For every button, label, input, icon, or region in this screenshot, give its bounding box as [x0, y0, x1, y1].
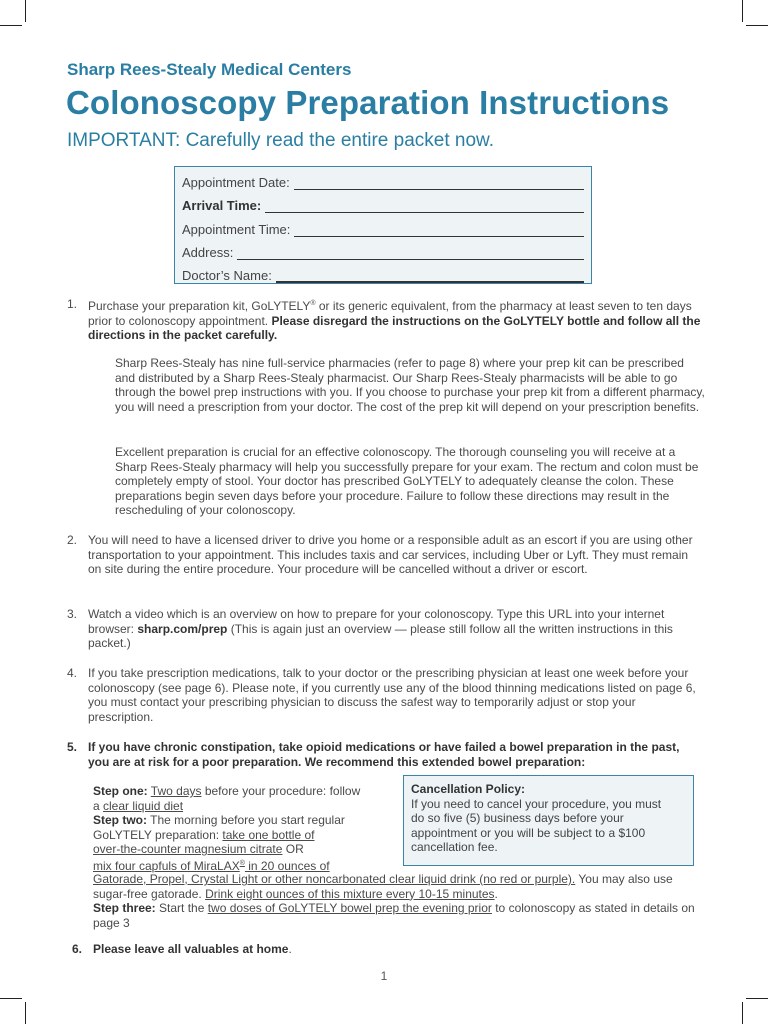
item-text-part: (This is again just an overview — please still follow all the written instructions in this packet.) [88, 621, 673, 651]
page-title: Colonoscopy Preparation Instructions [66, 84, 670, 121]
item-text-part: Purchase your preparation kit, GoLYTELY [88, 299, 311, 313]
appointment-time-label: Appointment Time: [182, 222, 291, 237]
item-text: You will need to have a licensed driver to drive you home or a responsible adult as an escort if you are using other transportation to your appointment. This includes taxis and car services, including Uber or Lyft. They must remain on site during the entire procedure. Your procedure will be cancelled without a driver or escort. [88, 533, 693, 577]
item-number: 2. [67, 533, 78, 547]
registered-mark: ® [310, 300, 316, 307]
list-item-2 [67, 533, 703, 577]
step-three [93, 901, 703, 930]
list-item-3 [67, 607, 703, 651]
important-notice: IMPORTANT: Carefully read the entire packet now. [67, 130, 494, 151]
step-text: to colonoscopy as stated in details on page 3 [93, 901, 695, 930]
doctor-name-field[interactable] [276, 268, 584, 283]
step-text: OR [282, 842, 304, 857]
address-field[interactable] [237, 246, 584, 260]
item-number: 3. [67, 607, 78, 621]
item-text-part: . [288, 942, 292, 956]
step-text: before your procedure: follow [201, 784, 361, 798]
step-text: . [494, 886, 498, 901]
crop-mark [0, 25, 22, 26]
list-item-5 [67, 740, 703, 769]
step-text: GoLYTELY preparation: [93, 827, 223, 842]
step-text-underlined: two doses of GoLYTELY bowel prep the evening prior [207, 901, 492, 915]
step-one [93, 784, 393, 813]
step-text-underlined: in 20 ounces of [244, 858, 330, 873]
list-item-4 [67, 666, 703, 724]
arrival-time-label: Arrival Time: [182, 198, 262, 213]
step-text-underlined: clear liquid diet [103, 798, 184, 813]
address-label: Address: [182, 245, 234, 260]
doctor-name-row [182, 265, 584, 283]
arrival-time-field[interactable] [265, 199, 584, 213]
appointment-date-field[interactable] [294, 176, 584, 190]
item-bold-text: Please disregard the instructions on the GoLYTELY bottle and follow all the directions in the packet carefully. [88, 313, 701, 343]
step-label: Step three: [93, 901, 156, 915]
doctor-name-label: Doctor’s Name: [182, 268, 272, 283]
page-number: 1 [380, 969, 388, 983]
crop-mark [25, 0, 26, 22]
item-number: 5. [67, 740, 78, 754]
item-text-part: or its generic equivalent, from the pharmacy at least seven to ten days prior to colonoscopy appointment. [88, 299, 692, 328]
appointment-time-row [182, 219, 584, 237]
step-text-underlined: Gatorade, Propel, Crystal Light or other noncarbonated clear liquid drink (no red or purple). [93, 872, 576, 886]
step-text-underlined: Drink eight ounces of this mixture every 10-15 minutes [205, 886, 495, 901]
item-text [93, 942, 708, 957]
step-two-intro [93, 813, 393, 873]
crop-mark [746, 998, 768, 999]
preparation-paragraph: Excellent preparation is crucial for an effective colonoscopy. The thorough counseling you will receive at a Sharp Rees-Stealy pharmacy will help you successfully prepare for your exam. The rectum and colon must be completely empty of stool. Your doctor has prescribed GoLYTELY to adequately cleanse the colon. These preparations begin seven days before your procedure. Failure to follow these directions may result in the rescheduling of your colonoscopy. [115, 445, 699, 518]
address-row [182, 242, 584, 260]
arrival-time-row [182, 195, 584, 213]
crop-mark [746, 25, 768, 26]
video-url: sharp.com/prep [137, 621, 228, 636]
cancellation-policy-box [403, 775, 694, 866]
crop-mark [742, 1002, 743, 1024]
step-label: Step two: [93, 813, 147, 827]
pharmacy-paragraph: Sharp Rees-Stealy has nine full-service pharmacies (refer to page 8) where your prep kit can be prescribed and distributed by a Sharp Rees-Stealy pharmacist. Our Sharp Rees-Stealy pharmacists will be able to go through the bowel prep instructions with you. If you choose to purchase your prep kit from a different pharmacy, you will need a prescription from your doctor. The cost of the prep kit will depend on your prescription benefits. [115, 356, 705, 414]
item-number: 4. [67, 666, 78, 680]
item-text: If you have chronic constipation, take opioid medications or have failed a bowel preparation in the past, you are at risk for a poor preparation. We recommend this extended bowel preparation: [88, 740, 680, 769]
item-number: 6. [72, 942, 83, 956]
item-number: 1. [67, 297, 78, 311]
step-text-underlined: over-the-counter magnesium citrate [93, 842, 283, 857]
step-two-continued [93, 872, 703, 901]
step-label: Step one: [93, 784, 148, 798]
list-item-6 [72, 942, 708, 957]
cancellation-title: Cancellation Policy: [411, 782, 526, 796]
step-text: Start the [155, 901, 208, 915]
item-text [88, 297, 703, 343]
step-text-underlined: take one bottle of [222, 827, 315, 842]
list-item-1 [67, 297, 703, 343]
registered-mark: ® [239, 859, 245, 867]
step-text-underlined: mix four capfuls of MiraLAX [93, 858, 240, 873]
appointment-date-row [182, 172, 584, 190]
appointment-date-label: Appointment Date: [182, 175, 290, 190]
item-text: If you take prescription medications, talk to your doctor or the prescribing physician at least one week before your colonoscopy (see page 6). Please note, if you currently use any of the blood thinning medications listed on page 6, you must contact your prescribing physician to discuss the safest way to temporarily adjust or stop your prescription. [88, 666, 696, 724]
step-text: The morning before you start regular [147, 813, 345, 827]
item-bold-text: Please leave all valuables at home [93, 942, 289, 956]
item-text-part: Watch a video which is an overview on how to prepare for your colonoscopy. Type this URL into your internet browser: [88, 607, 665, 636]
item-text [88, 607, 703, 651]
organization-name: Sharp Rees-Stealy Medical Centers [67, 60, 352, 79]
step-text-underlined: Two days [150, 784, 202, 798]
appointment-time-field[interactable] [294, 223, 584, 237]
appointment-box [174, 166, 592, 284]
crop-mark [0, 998, 22, 999]
cancellation-text: If you need to cancel your procedure, you must do so five (5) business days before your appointment or you will be subject to a $100 cancellation fee. [411, 796, 662, 855]
crop-mark [25, 1002, 26, 1024]
step-text: You may also use sugar-free gatorade. [93, 872, 673, 901]
step-text: a [93, 798, 104, 813]
crop-mark [742, 0, 743, 22]
